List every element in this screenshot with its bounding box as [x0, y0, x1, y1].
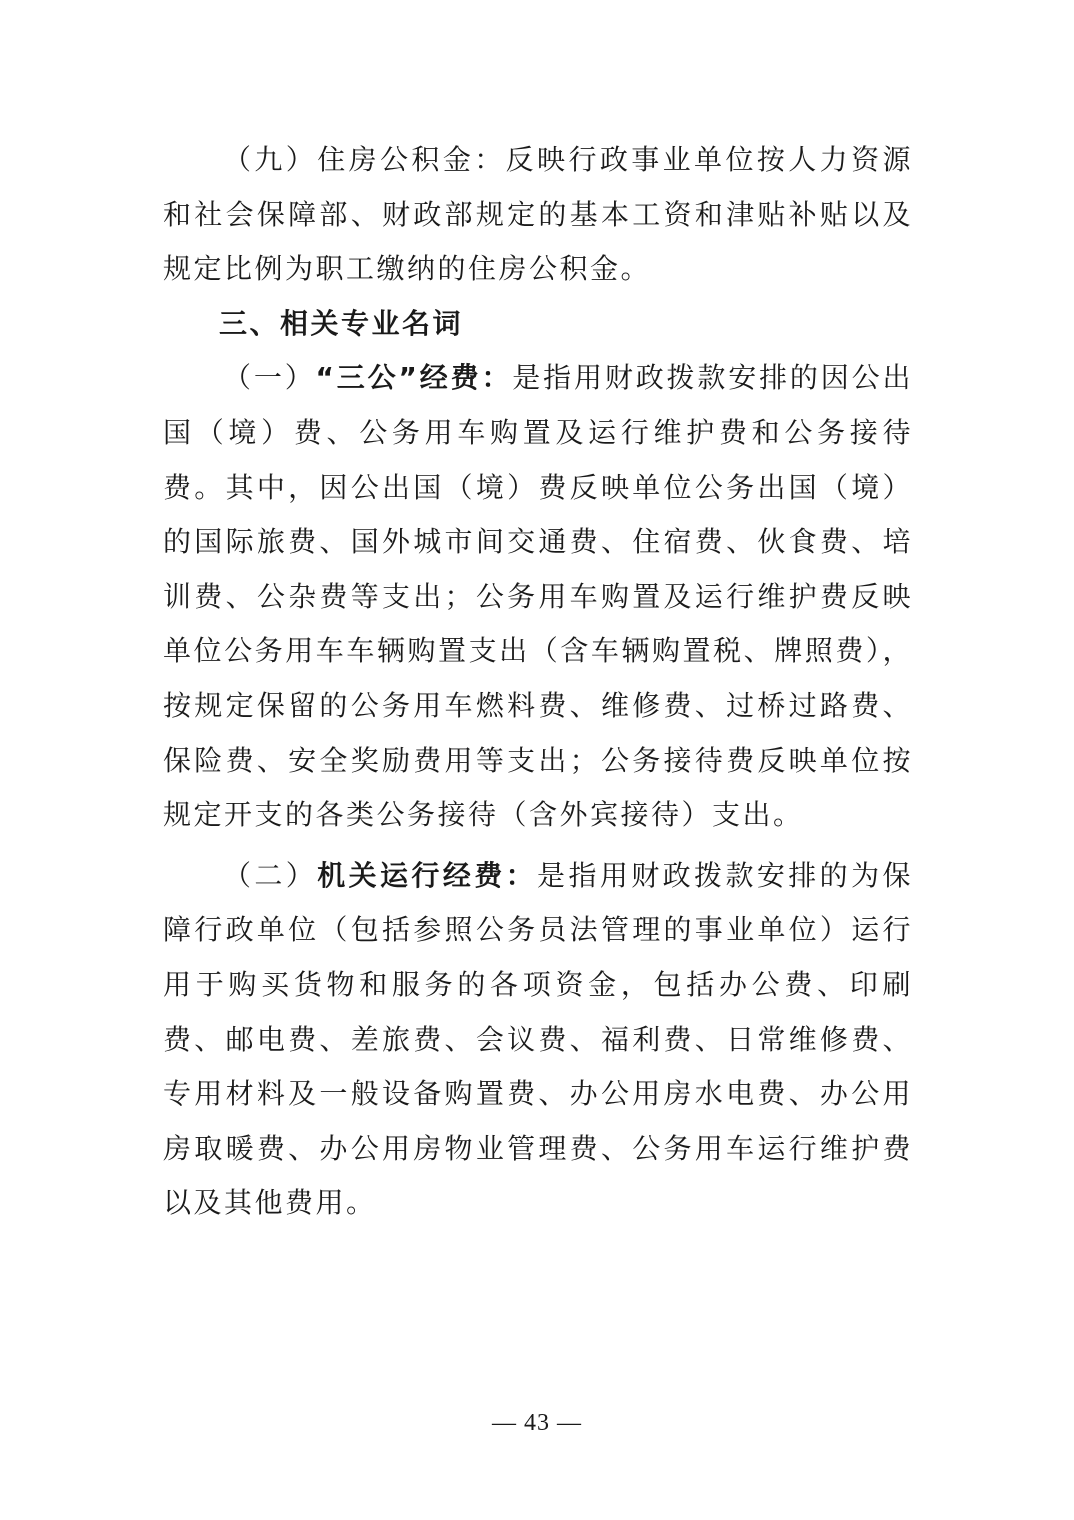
item-prefix: （一） — [223, 361, 316, 395]
document-page — [163, 133, 913, 1231]
definition-three-public: 是指用财政拨款安排的因公出国（境）费、公务用车购置及运行维护费和公务接待费。其中，因公出国（境）费反映单位公务出国（境）的国际旅费、国外城市间交通费、住宿费、伙食费、培训费、公杂费等支出；公务用车购置及运行维护费反映单位公务用车车辆购置支出（含车辆购置税、牌照费），按规定保留的公务用车燃料费、维修费、过桥过路费、保险费、安全奖励费用等支出；公务接待费反映单位按规定开支的各类公务接待（含外宾接待）支出。 — [163, 361, 913, 832]
section-heading: 三、相关专业名词 — [219, 306, 464, 340]
term-operating-expenses: 机关运行经费： — [317, 858, 538, 892]
paragraph-three-public — [163, 351, 913, 842]
paragraph-operating-expenses — [163, 849, 913, 1231]
definition-operating-expenses: 是指用财政拨款安排的为保障行政单位（包括参照公务员法管理的事业单位）运行用于购买货物和服务的各项资金，包括办公费、印刷费、邮电费、差旅费、会议费、福利费、日常维修费、专用材料及一般设备购置费、办公用房水电费、办公用房取暖费、办公用房物业管理费、公务用车运行维护费以及其他费用。 — [163, 858, 913, 1220]
item-prefix: （二） — [223, 858, 318, 892]
term-three-public: “三公”经费： — [315, 361, 513, 395]
paragraph-housing-fund: （九）住房公积金：反映行政事业单位按人力资源和社会保障部、财政部规定的基本工资和津贴补贴以及规定比例为职工缴纳的住房公积金。 — [163, 143, 913, 286]
page-number: — 43 — — [492, 1410, 582, 1436]
